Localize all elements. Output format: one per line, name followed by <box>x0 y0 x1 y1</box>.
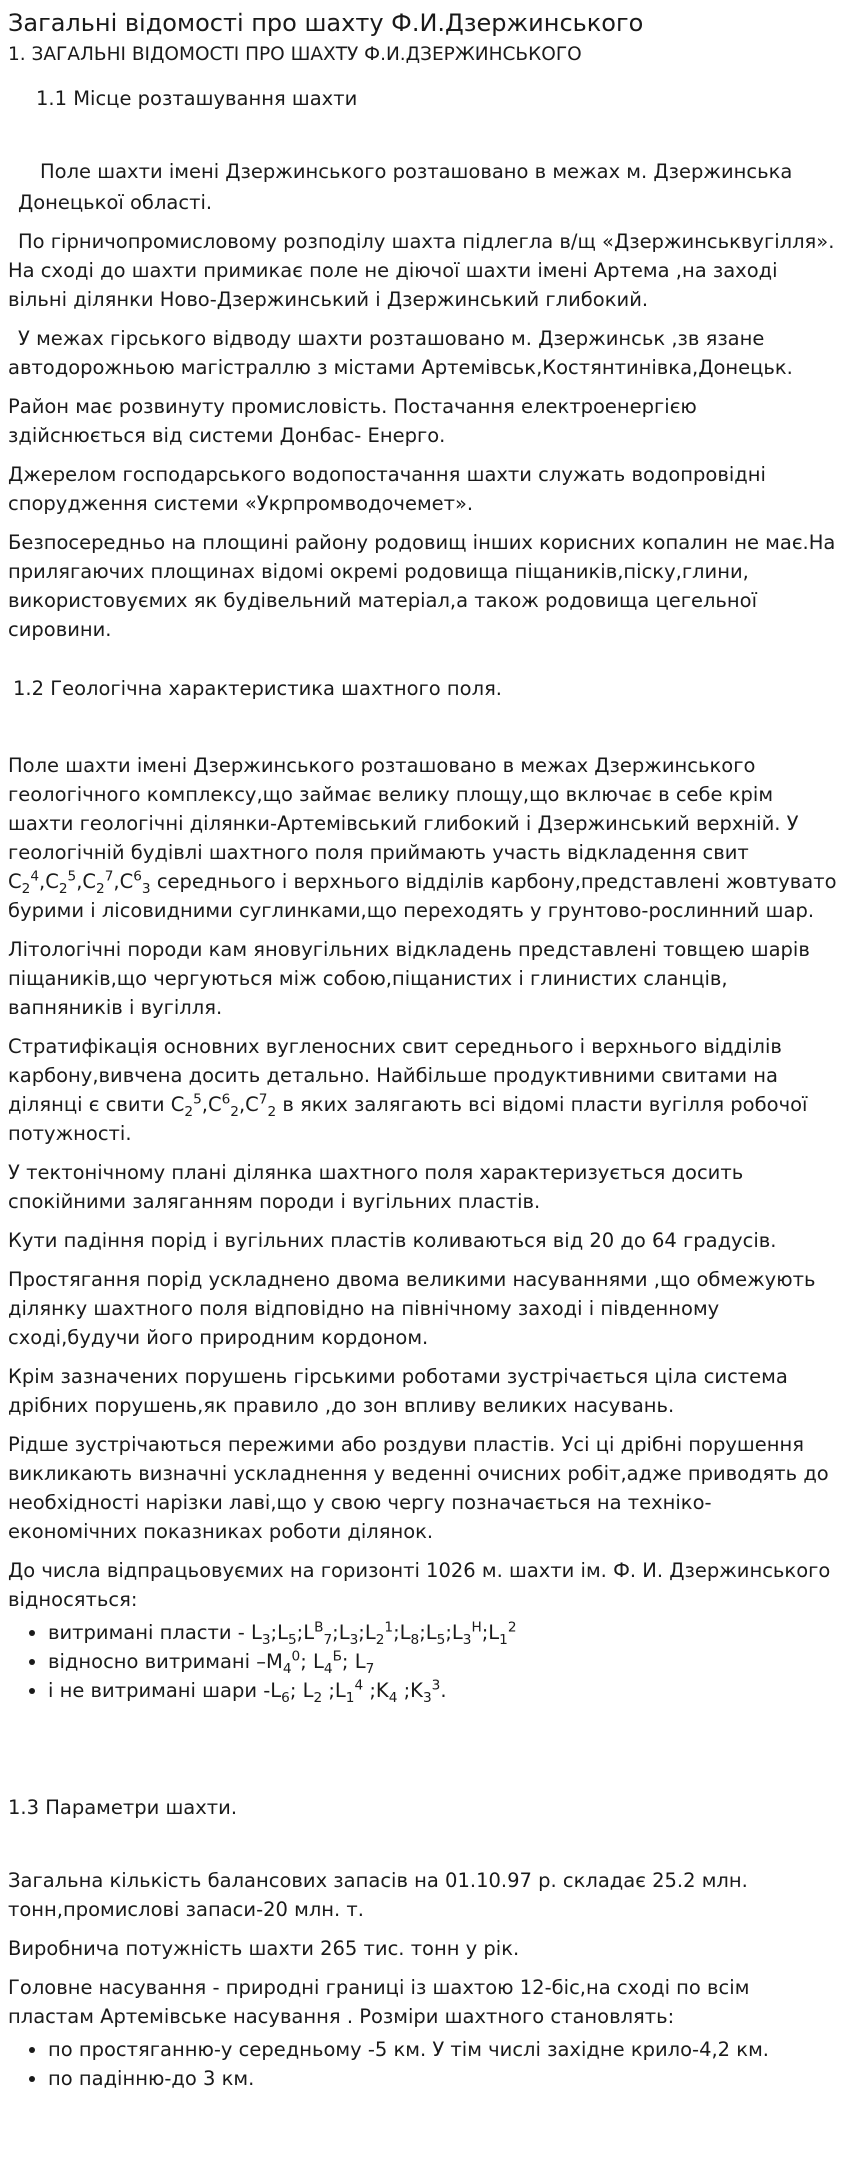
list-item: • і не витримані шари $-L_6$; $L_2$ $;L_1^4$ $;K_4$ $;K_3^3$. <box>48 1676 840 1705</box>
list-item: • по простяганню-у середньому -5 км. У тім числі західне крило-4,2 км. <box>48 2035 840 2064</box>
subsection-heading-geology: 1.2 Геологічна характеристика шахтного поля. <box>13 677 503 700</box>
subsection-heading-parameters: 1.3 Параметри шахти. <box>8 1796 238 1819</box>
paragraph: У межах гірського відводу шахти розташовано м. Дзержинськ ,зв язане автодорожньою магістраллю з містами Артемівськ,Костянтинівка,Донецьк. <box>8 327 793 379</box>
document-title: Загальні відомості про шахту Ф.И.Дзержинського <box>8 9 644 37</box>
seam-list <box>8 1618 840 1705</box>
paragraph: Донецької області. <box>18 191 213 214</box>
paragraph: Район має розвинуту промисловість. Постачання електроенергією здійснюється від системи Донбас- Енерго. <box>8 395 697 447</box>
section-heading-main: 1. ЗАГАЛЬНІ ВІДОМОСТІ ПРО ШАХТУ Ф.И.ДЗЕРЖИНСЬКОГО <box>8 44 582 65</box>
paragraph: Рідше зустрічаються пережими або роздуви пластів. Усі ці дрібні порушення викликають визначні ускладнення у веденні очисних робіт,адже приводять до необхідності нарізки лаві,що у свою чергу позначається на техніко-економічних показниках роботи ділянок. <box>8 1433 829 1543</box>
list-item: • витримані пласти - $L_3;L_5;L^B_7;L_3;L_2^1;L_8;L_5;L_3^H;L_1^2$ <box>48 1618 840 1647</box>
paragraph: Крім зазначених порушень гірськими роботами зустрічається ціла система дрібних порушень,як правило ,до зон впливу великих насувань. <box>8 1365 788 1417</box>
paragraph: По гірничопромисловому розподілу шахта підлегла в/щ «Дзержинськвугілля». На сході до шахти примикає поле не діючої шахти імені Артема ,на заході вільні ділянки Ново-Дзержинський і Дзержинський глибокий. <box>8 230 835 311</box>
paragraph: Загальна кількість балансових запасів на 01.10.97 р. складає 25.2 млн. тонн,промислові запаси-20 млн. т. <box>8 1869 748 1921</box>
paragraph: Кути падіння порід і вугільних пластів коливаються від 20 до 64 градусів. <box>8 1229 777 1252</box>
paragraph: Джерелом господарського водопостачання шахти служать водопровідні спорудження системи «Укрпромводочемет». <box>8 463 766 515</box>
subsection-heading-location: 1.1 Місце розташування шахти <box>36 87 358 110</box>
paragraph: Поле шахти імені Дзержинського розташовано в межах м. Дзержинська <box>40 160 793 183</box>
paragraph: Стратифікація основних вугленосних свит середнього і верхнього відділів карбону,вивчена досить детально. Найбільше продуктивними свитами на ділянці є свити $C_2^5,C^6_2,C^7_2$ в яких залягають всі відомі пласти вугілля робочої потужності. <box>8 1035 808 1145</box>
paragraph: Поле шахти імені Дзержинського розташовано в межах Дзержинського геологічного комплексу,що займає велику площу,що включає в себе крім шахти геологічні ділянки-Артемівський глибокий і Дзержинський верхній. У геологічній будівлі шахтного поля приймають участь відкладення свит $C_2^4,C_2^5,C_2^7,C^6_3$ середнього і верхнього відділів карбону,представлені жовтувато бурими і лісовидними суглинками,що переходять у грунтово-рослинний шар. <box>8 754 837 922</box>
paragraph: Простягання порід ускладнено двома великими насуваннями ,що обмежують ділянку шахтного поля відповідно на північному заході і південному сході,будучи його природним кордоном. <box>8 1268 816 1349</box>
paragraph: У тектонічному плані ділянка шахтного поля характеризується досить спокійними заляганням породи і вугільних пластів. <box>8 1161 744 1213</box>
dimensions-list <box>8 2035 840 2093</box>
paragraph: Виробнича потужність шахти 265 тис. тонн у рік. <box>8 1937 520 1960</box>
paragraph: Головне насування - природні границі із шахтою 12-біс,на сході по всім пластам Артемівське насування . Розміри шахтного становлять: <box>8 1976 750 2028</box>
paragraph: Літологічні породи кам яновугільних відкладень представлені товщею шарів піщаників,що чергуються між собою,піщанистих і глинистих сланців, вапняників і вугілля. <box>8 938 810 1019</box>
list-item: • відносно витримані $-M_4^0$; $L_4^Б$; $L_7$ <box>48 1647 840 1676</box>
paragraph: Безпосередньо на площині району родовищ інших корисних копалин не має.На прилягаючих площинах відомі окремі родовища піщаників,піску,глини, використовуємих як будівельний матеріал,а також родовища цегельної сировини. <box>8 531 836 641</box>
paragraph: До числа відпрацьовуємих на горизонті 1026 м. шахти ім. Ф. И. Дзержинського відносяться: <box>8 1559 831 1611</box>
document-page <box>0 8 840 2093</box>
list-item: • по падінню-до 3 км. <box>48 2064 840 2093</box>
